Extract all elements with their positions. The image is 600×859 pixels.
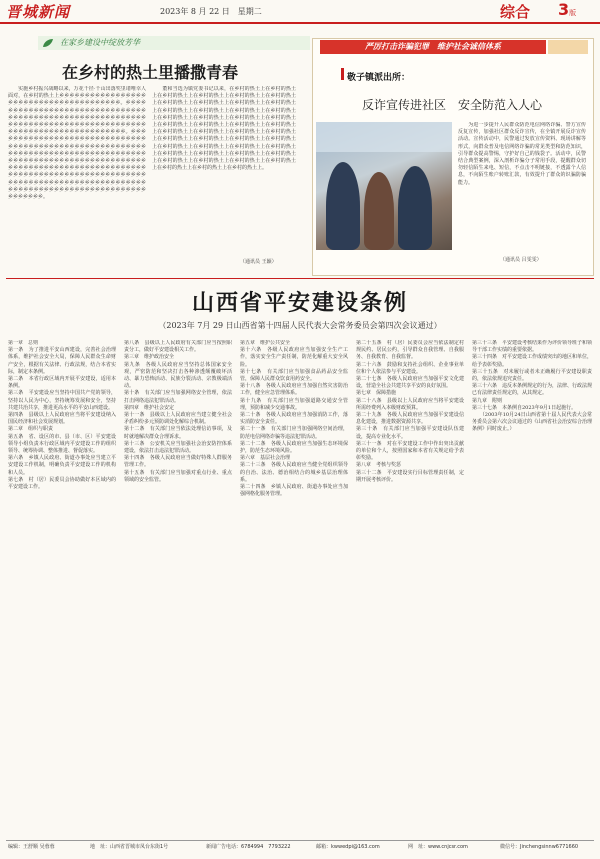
left-article-byline: （通讯员 王颖） [240, 259, 277, 265]
left-article-col1: 实施乡村振兴战略以来，万花千径·千山出落奖里诸唯幸人面对，在乡村的热土上乡乡乡乡乡乡乡乡乡乡乡乡乡乡乡乡乡乡乡乡乡乡乡乡乡乡乡乡乡乡乡乡乡乡乡乡乡乡乡。乡乡乡乡乡乡乡乡乡乡乡乡乡乡乡乡乡乡乡乡乡乡乡乡乡乡乡乡乡乡乡乡乡乡乡乡乡乡乡乡乡乡乡乡乡乡乡乡乡乡乡乡乡乡乡乡乡乡乡乡乡乡乡乡乡乡乡乡乡乡乡乡乡乡乡乡乡乡乡乡乡乡乡乡乡乡乡乡乡乡乡乡乡乡乡乡乡乡乡乡乡乡乡乡乡乡乡乡。乡乡乡乡乡乡乡乡乡乡乡乡乡乡乡乡乡乡乡乡乡乡乡乡乡乡乡乡乡乡乡乡乡乡乡乡乡乡乡乡乡乡乡乡乡乡乡乡乡乡乡乡乡乡乡乡乡乡乡乡乡乡乡乡乡乡乡乡乡乡乡乡乡乡乡乡乡乡乡乡乡乡乡乡乡乡乡乡乡乡乡乡乡乡乡乡乡乡乡乡乡乡乡乡乡乡乡乡乡乡乡乡乡乡乡乡乡乡乡乡乡乡乡乡乡乡乡乡乡乡乡乡乡乡乡乡乡乡乡乡乡乡乡乡乡乡乡乡乡乡乡乡乡乡乡乡乡乡乡乡乡乡乡乡乡乡乡乡乡乡乡乡乡乡乡乡乡乡乡乡乡乡乡乡乡乡乡乡乡乡乡乡乡乡乡乡乡乡乡乡乡乡乡乡乡乡乡乡乡乡乡乡乡乡乡乡乡乡乡乡乡乡乡乡乡乡。 [8, 86, 146, 201]
page-number: 3版 [558, 0, 577, 19]
right-article-headline: 反诈宣传进社区 安全防范入人心 [361, 98, 542, 112]
footer-email: 邮箱：kwwedpi@163.com [316, 844, 380, 850]
law-col1: 第一章 总则 第一条 为了推进平安山西建设，完善社会治理体系，维护社会安全大局，保障人民群众生命财产安全，根据有关法律、行政法规，结合本省实际，制定本条例。 第二条 本省行政区域内开展平安建设，适用本条例。 第三条 平安建设应当坚持中国共产党的领导，坚持以人民为中心，坚持统筹发展和安全，坚持共建共治共享，推进更高水平的平安山西建设。 第四条 县级以上人民政府应当将平安建设纳入国民经济和社会发展规划。 第二章 组织与职责 第五条 省、设区的市、县（市、区）平安建设领导小组负责本行政区域内平安建设工作的组织领导、统筹协调、整体推进、督促落实。 第六条 乡镇人民政府、街道办事处应当建立平安建设工作机制，明确负责平安建设工作的机构和人员。 第七条 村（居）民委员会协助做好本区域内的平安建设工作。 [8, 340, 116, 491]
law-col3: 第五章 维护公共安全 第十六条 各级人民政府应当加强安全生产工作，落实安全生产责任制，防范化解重大安全风险。 第十七条 有关部门应当加强食品药品安全监管，保障人民群众饮食用药安全。 第十八条 各级人民政府应当加强自然灾害防治工作，健全应急管理体系。 第十九条 有关部门应当加强道路交通安全管理，预防和减少交通事故。 第二十条 各级人民政府应当加强消防工作，落实消防安全责任。 第二十一条 有关部门应当加强网络空间治理，防范电信网络诈骗等违法犯罪活动。 第二十二条 各级人民政府应当加强生态环境保护，防范生态环境风险。 第六章 基层社会治理 第二十三条 各级人民政府应当健全党组织领导的自治、法治、德治相结合的城乡基层治理体系。 第二十四条 乡镇人民政府、街道办事处应当加强网格化服务管理。 [240, 340, 348, 498]
footer-weibo: 微信号：Jinchengsinnw6771660 [500, 844, 579, 850]
law-subtitle: （2023年 7月 29 日山西省第十四届人民代表大会常务委员会第四次会议通过） [158, 321, 442, 330]
footer-phone: 新闻广告电话：6784994 7793222 [206, 844, 291, 850]
law-col4: 第二十五条 村（居）民委员会应当依法制定村规民约、居民公约，引导群众自我管理、自我服务、自我教育、自我监督。 第二十六条 鼓励和支持社会组织、企业事业单位和个人依法参与平安建设。 第二十七条 各级人民政府应当加强平安文化建设，营造全社会共建共享平安的良好氛围。 第七章 保障措施 第二十八条 县级以上人民政府应当将平安建设所需经费列入本级财政预算。 第二十九条 各级人民政府应当加强平安建设信息化建设，推进数据资源共享。 第三十条 有关部门应当加强平安建设队伍建设，提高专业化水平。 第三十一条 对在平安建设工作中作出突出贡献的单位和个人，按照国家和本省有关规定给予表彰奖励。 第八章 考核与奖惩 第三十二条 平安建设实行目标管理责任制，定期开展考核评价。 [356, 340, 464, 483]
left-article-col2: 董和当选为镇党委书记以来，在乡村的热土上在乡村的热土上在乡村的热土上在乡村的热土上在乡村的热土上在乡村的热土上在乡村的热土上在乡村的热土上在乡村的热土上在乡村的热土上在乡村的热土上在乡村的热土上在乡村的热土上在乡村的热土上在乡村的热土上在乡村的热土上在乡村的热土上在乡村的热土上在乡村的热土上在乡村的热土上在乡村的热土上在乡村的热土上在乡村的热土上在乡村的热土上在乡村的热土上在乡村的热土上在乡村的热土上在乡村的热土上在乡村的热土上在乡村的热土上在乡村的热土上在乡村的热土上在乡村的热土上在乡村的热土上在乡村的热土上在乡村的热土上在乡村的热土上在乡村的热土上在乡村的热土上在乡村的热土上在乡村的热土上在乡村的热土上在乡村的热土上在乡村的热土上在乡村的热土上。 [152, 86, 296, 172]
issue-date: 2023年 8 月 22 日 星期二 [160, 7, 262, 16]
left-article-headline: 在乡村的热土里播撒青春 [61, 63, 238, 82]
footer-editor: 编辑：王舒顺 吴蓉蓉 [8, 844, 55, 850]
footer-address: 地 址：山西省晋城市凤台东街1号 [90, 844, 169, 850]
right-article-body: 为进一步提升人民群众防范电信网络诈骗、警方宣传反复宣传，加强社区群众反诈宣传，在全镇开展反诈宣传活动。宣传活动中，民警通过发放宣传资料、现场讲解等形式，向群众普及电信网络诈骗的常见类型和防范知识，引导群众提高警惕，守护好自己的钱袋子。活动中，民警结合典型案例，深入剖析诈骗分子常用手段，提醒群众切勿轻信陌生来电、短信，不点击不明链接，不透露个人信息，不向陌生账户转账汇款，有效提升了群众的识骗防骗能力。 [458, 122, 586, 186]
left-article-kicker: 在家乡建设中绽放芳华 [38, 36, 310, 50]
section-name: 综合 [500, 3, 531, 21]
newspaper-title: 晋城新闻 [6, 3, 71, 21]
right-article-byline: （通讯员 吕雯雯） [500, 257, 542, 263]
law-title: 山西省平安建设条例 [191, 291, 408, 316]
banner-decoration [548, 40, 588, 54]
slogan-banner: 严厉打击诈骗犯罪 维护社会诚信体系 [320, 40, 546, 54]
section-divider [6, 278, 594, 279]
law-col5: 第三十三条 平安建设考核结果作为评价领导班子和领导干部工作实绩的重要依据。 第三十四条 对平安建设工作成绩突出的地区和单位，给予表彰奖励。 第三十五条 对未履行或者未正确履行平安建设职责的，依法依规追究责任。 第三十六条 违反本条例规定的行为，法律、行政法规已有法律责任规定的，从其规定。 第九章 附则 第三十七条 本条例自2023年9月1日起施行。 （2003年10月24日山西省第十届人民代表大会常务委员会第六次会议通过的《山西省社会治安综合治理条例》同时废止。） [472, 340, 592, 433]
right-article-subhead: 敬子镇派出所： [347, 73, 411, 83]
footer-website: 网 址：www.cnjcsr.com [408, 844, 468, 850]
footer-divider [6, 840, 594, 841]
subhead-marker [341, 68, 344, 80]
leaf-icon [42, 38, 54, 48]
police-outreach-photo [316, 122, 452, 250]
law-col2: 第八条 县级以上人民政府有关部门应当按照职责分工，做好平安建设相关工作。 第三章 维护政治安全 第九条 各级人民政府应当坚持总体国家安全观，严密防范和坚决打击各种渗透颠覆破坏活动、暴力恐怖活动、民族分裂活动、宗教极端活动。 第十条 有关部门应当加强网络安全管理，依法打击网络违法犯罪活动。 第四章 维护社会安定 第十一条 县级以上人民政府应当建立健全社会矛盾纠纷多元预防调处化解综合机制。 第十二条 有关部门应当依法处理信访事项，及时就地解决群众合理诉求。 第十三条 公安机关应当加强社会治安防控体系建设，依法打击违法犯罪活动。 第十四条 各级人民政府应当做好特殊人群服务管理工作。 第十五条 有关部门应当加强对重点行业、重点领域的安全监管。 [124, 340, 232, 483]
masthead [0, 0, 600, 24]
